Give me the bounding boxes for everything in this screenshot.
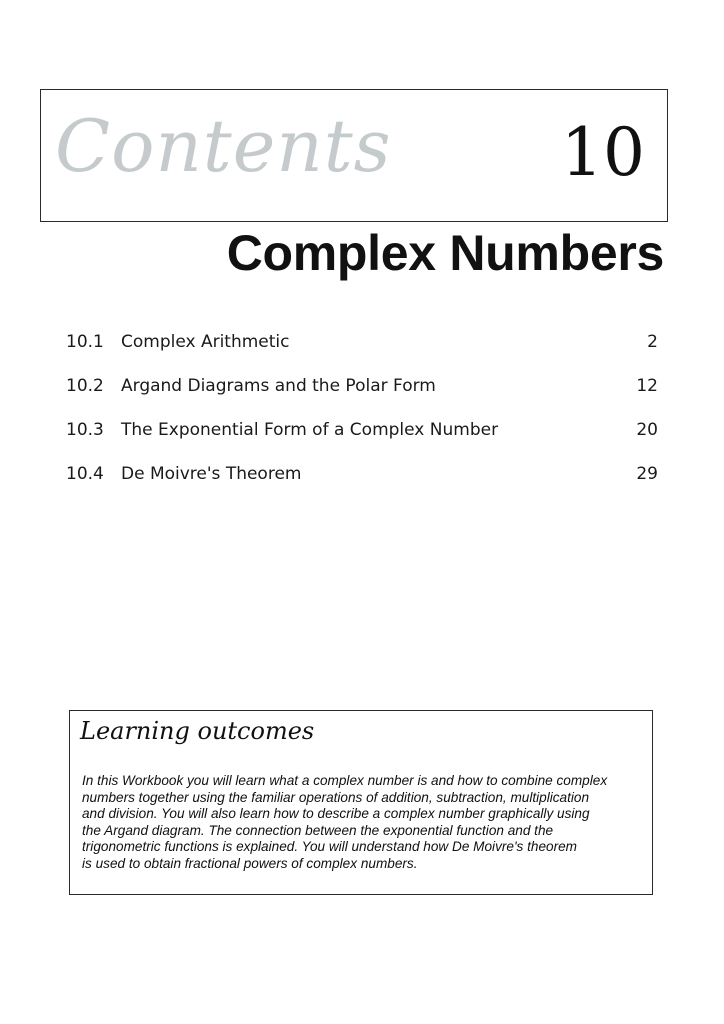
toc-section-number: 10.3 (66, 420, 104, 440)
toc-entry[interactable] (66, 374, 658, 418)
toc-entry[interactable] (66, 330, 658, 374)
table-of-contents (66, 330, 658, 506)
learning-outcomes-line: the Argand diagram. The connection between the exponential function and the (82, 822, 554, 838)
toc-section-title[interactable]: Complex Arithmetic (121, 332, 290, 352)
toc-section-number: 10.4 (66, 464, 104, 484)
contents-label: Contents (55, 104, 392, 188)
toc-page-number: 20 (636, 420, 658, 440)
learning-outcomes-line: trigonometric functions is explained. You will understand how De Moivre's theorem (82, 839, 577, 854)
learning-outcomes-line: numbers together using the familiar operations of addition, subtraction, multiplication (82, 789, 590, 805)
toc-section-number: 10.1 (66, 332, 104, 352)
toc-page-number: 29 (636, 464, 658, 484)
toc-page-number: 12 (636, 376, 658, 396)
toc-section-number: 10.2 (66, 376, 104, 396)
learning-outcomes-line: In this Workbook you will learn what a complex number is and how to combine complex (82, 773, 608, 788)
toc-page-number: 2 (647, 332, 658, 352)
learning-outcomes-heading: Learning outcomes (80, 717, 315, 745)
toc-entry[interactable] (66, 462, 658, 506)
learning-outcomes-line: and division. You will also learn how to describe a complex number graphically using (82, 806, 590, 821)
toc-entry[interactable] (66, 418, 658, 462)
toc-section-title[interactable]: De Moivre's Theorem (121, 464, 302, 484)
chapter-title: Complex Numbers (226, 225, 664, 281)
chapter-number: 10 (561, 114, 645, 191)
toc-section-title[interactable]: The Exponential Form of a Complex Number (121, 420, 499, 440)
learning-outcomes-text (82, 773, 648, 872)
learning-outcomes-line: is used to obtain fractional powers of complex numbers. (82, 855, 418, 871)
toc-section-title[interactable]: Argand Diagrams and the Polar Form (121, 376, 436, 396)
learning-outcomes-box (69, 710, 653, 895)
chapter-header-box (40, 89, 668, 222)
